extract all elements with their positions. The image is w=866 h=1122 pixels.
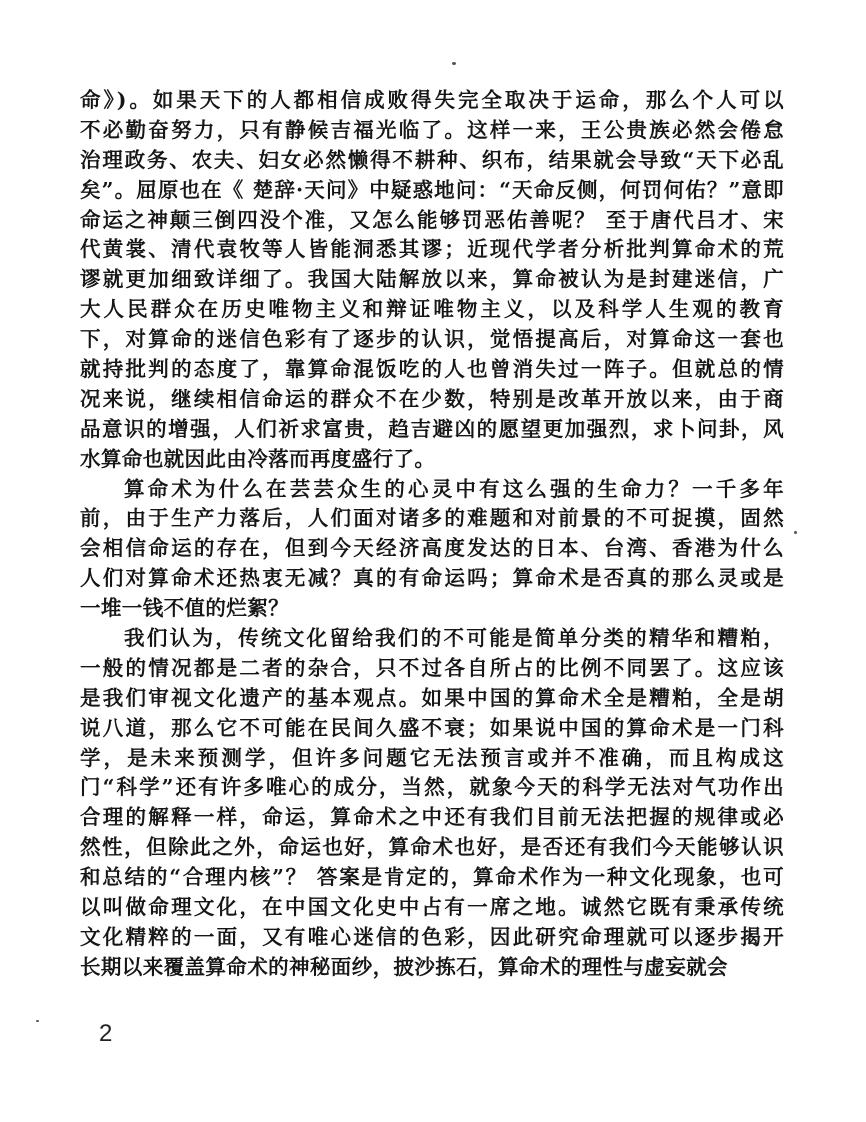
text-line: 命运之神颠三倒四没个准，又怎么能够罚恶佑善呢？ 至于唐代吕才、宋 — [80, 207, 784, 232]
text-line: 代黄裳、清代袁牧等人皆能洞悉其谬；近现代学者分析批判算命术的荒 — [80, 237, 784, 262]
paragraph — [80, 624, 784, 983]
text-line: 治理政务、农夫、妇女必然懒得不耕种、织布，结果就会导致“天下必乱 — [80, 147, 784, 172]
text-line: 然性，但除此之外，命运也好，算命术也好，是否还有我们今天能够认识 — [80, 835, 784, 860]
text-line: 矣”。屈原也在《 楚辞·天问》中疑惑地问：“天命反侧，何罚何佑？”意即 — [80, 177, 784, 202]
text-line: 下，对算命的迷信色彩有了逐步的认识，觉悟提高后，对算命这一套也 — [80, 327, 784, 352]
scan-speck — [794, 531, 797, 534]
body-text — [80, 86, 784, 983]
text-line: 文化精粹的一面，又有唯心迷信的色彩，因此研究命理就可以逐步揭开 — [80, 924, 784, 949]
text-line: 长期以来覆盖算命术的神秘面纱，披沙拣石，算命术的理性与虚妄就会 — [80, 954, 728, 979]
text-line: 大人民群众在历史唯物主义和辩证唯物主义，以及科学人生观的教育 — [80, 297, 784, 322]
page-number: 2 — [99, 1020, 113, 1047]
text-line: 以叫做命理文化，在中国文化史中占有一席之地。诚然它既有秉承传统 — [80, 895, 784, 920]
text-line: 说八道，那么它不可能在民间久盛不衰；如果说中国的算命术是一门科 — [80, 715, 784, 740]
text-line: 和总结的“合理内核”？ 答案是肯定的，算命术作为一种文化现象，也可 — [80, 865, 784, 890]
text-line: 合理的解释一样，命运，算命术之中还有我们目前无法把握的规律或必 — [80, 805, 784, 830]
text-line: 算命术为什么在芸芸众生的心灵中有这么强的生命力？一千多年 — [124, 476, 784, 501]
paragraph — [80, 86, 784, 475]
paragraph — [80, 475, 784, 624]
text-line: 就持批判的态度了，靠算命混饭吃的人也曾消失过一阵子。但就总的情 — [80, 357, 784, 382]
text-line: 一堆一钱不值的烂絮？ — [80, 596, 289, 621]
text-line: 我们认为，传统文化留给我们的不可能是简单分类的精华和糟粕， — [124, 626, 784, 651]
text-line: 门“科学”还有许多唯心的成分，当然，就象今天的科学无法对气功作出 — [80, 775, 784, 800]
text-line: 前，由于生产力落后，人们面对诸多的难题和对前景的不可捉摸，固然 — [80, 506, 784, 531]
scan-speck — [36, 1020, 39, 1022]
scan-speck — [452, 62, 456, 65]
text-line: 人们对算命术还热衷无减？真的有命运吗；算命术是否真的那么灵或是 — [80, 566, 784, 591]
text-line: 是我们审视文化遗产的基本观点。如果中国的算命术全是糟粕，全是胡 — [80, 685, 784, 710]
text-line: 不必勤奋努力，只有静候吉福光临了。这样一来，王公贵族必然会倦怠 — [80, 117, 784, 142]
text-line: 谬就更加细致详细了。我国大陆解放以来，算命被认为是封建迷信，广 — [80, 267, 784, 292]
text-line: 学，是未来预测学，但许多问题它无法预言或并不准确，而且构成这 — [80, 745, 784, 770]
text-line: 况来说，继续相信命运的群众不在少数，特别是改革开放以来，由于商 — [80, 386, 784, 411]
text-line: 命》)。如果天下的人都相信成败得失完全取决于运命，那么个人可以 — [80, 88, 784, 112]
text-line: 一般的情况都是二者的杂合，只不过各自所占的比例不同罢了。这应该 — [80, 655, 784, 680]
text-line: 水算命也就因此由冷落而再度盛行了。 — [80, 446, 436, 471]
text-line: 品意识的增强，人们祈求富贵，趋吉避凶的愿望更加强烈，求卜问卦，风 — [80, 416, 784, 441]
text-line: 会相信命运的存在，但到今天经济高度发达的日本、台湾、香港为什么 — [80, 536, 784, 561]
